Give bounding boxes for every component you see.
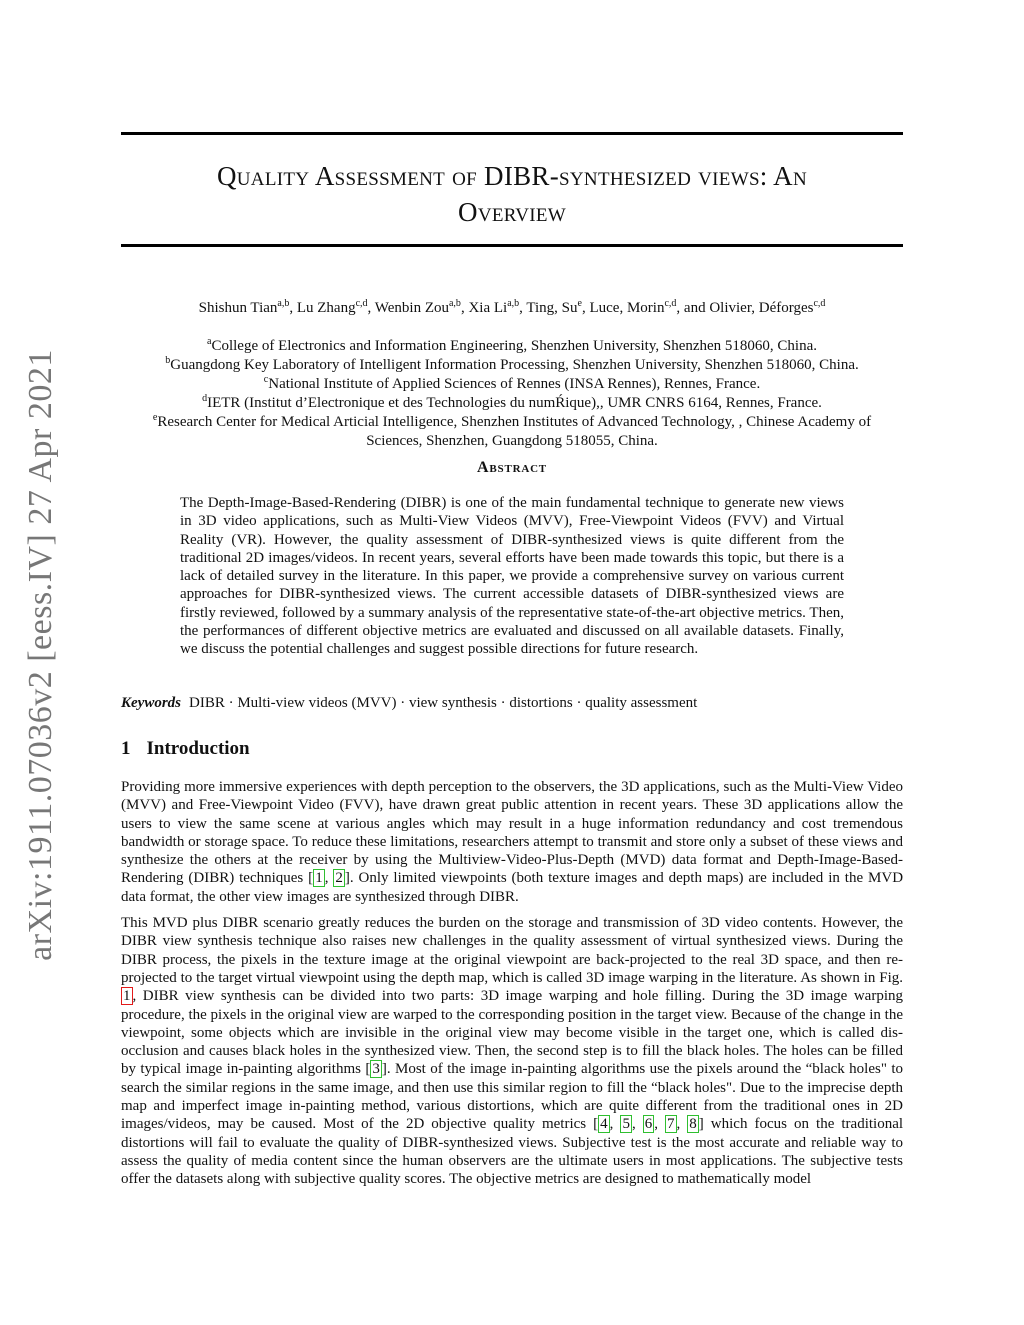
keywords-label: Keywords xyxy=(121,695,181,711)
affiliation: $^e$Research Center for Medical Articial Intelligence, Shenzhen Institutes of Advanced Technology, , Chinese Academy of Sciences, Shenzhen, Guangdong 518055, China. xyxy=(152,412,872,449)
figure-link[interactable]: 1 xyxy=(123,988,131,1005)
author: Luce, Morin$^{c,d}$, and xyxy=(589,298,710,316)
affiliations xyxy=(121,337,903,451)
paper-title xyxy=(121,158,903,230)
keywords xyxy=(121,695,903,712)
section-heading xyxy=(121,738,250,760)
arxiv-watermark xyxy=(16,350,66,960)
abstract-text: The Depth-Image-Based-Rendering (DIBR) is one of the main fundamental technique to generate new views in 3D video applications, such as Multi-View Videos (MVV), Free-Viewpoint Videos (FVV) and Virtual Reality (VR). However, the quality assessment of DIBR-synthesized views is quite different from the traditional 2D images/videos. In recent years, several efforts have been made towards this topic, but there is a lack of detailed survey in the literature. In this paper, we provide a comprehensive survey on various current approaches for DIBR-synthesized views. The current accessible datasets of DIBR-synthesized views are firstly reviewed, followed by a summary analysis of the representative state-of-the-art objective metrics. Then, the performances of different objective metrics are evaluated and discussed on all available datasets. Finally, we discuss the potential challenges and suggest possible directions for future research. xyxy=(180,495,844,658)
author: Xia Li$^{a,b}$, xyxy=(468,298,527,316)
affiliation: $^a$College of Electronics and Information Engineering, Shenzhen University, Shenzhen 518060, China. xyxy=(207,336,817,354)
keywords-list: DIBR · Multi-view videos (MVV) · view synthesis · distortions · quality assessment xyxy=(189,695,698,711)
abstract-heading: Abstract xyxy=(477,459,547,476)
affiliation: $^b$Guangdong Key Laboratory of Intelligent Information Processing, Shenzhen University, Shenzhen 518060, China. xyxy=(165,355,859,373)
body-text xyxy=(121,778,903,1197)
author: Ting, Su$^e$, xyxy=(526,298,590,316)
paragraph: Providing more immersive experiences with depth perception to the observers, the 3D applications, such as the Multi-View Video (MVV) and Free-Viewpoint Video (FVV), have drawn great public attention in recent years. These 3D applications allow the users to view the same scene at various angles which may result in a huge information redundancy and cost tremendous bandwidth or storage space. To reduce these limitations, researchers attempt to transmit and store only a subset of these views and synthesize the others at the receiver by using the Multiview-Video-Plus-Depth (MVD) data format and Depth-Image-Based-Rendering (DIBR) techniques [ 1 , 2 ]. Only limited viewpoints (both texture images and depth maps) are included in the MVD data format, the other view images are synthesized through DIBR. xyxy=(121,779,904,905)
citation-link[interactable]: 4 xyxy=(600,1116,608,1133)
citation-link[interactable]: 7 xyxy=(667,1116,675,1133)
section-title: Introduction xyxy=(146,738,250,759)
citation-link[interactable]: 1 xyxy=(315,870,323,887)
citation-link[interactable]: 8 xyxy=(689,1116,697,1133)
citation-link[interactable]: 2 xyxy=(335,870,343,887)
author: Shishun Tian$^{a,b}$, xyxy=(198,298,297,316)
author-list xyxy=(121,300,903,317)
title-line-2: Overview xyxy=(458,197,566,227)
author: Olivier, Déforges$^{c,d}$ xyxy=(709,298,826,316)
affiliation: $^c$National Institute of Applied Sciences of Rennes (INSA Rennes), Rennes, France. xyxy=(263,374,761,392)
title-line-1: Quality Assessment of DIBR-synthesized views: An xyxy=(216,161,807,191)
author: Wenbin Zou$^{a,b}$, xyxy=(374,298,469,316)
arxiv-id: arXiv:1911.07036v2 [eess.IV] 27 Apr 2021 xyxy=(22,349,60,961)
title-rule-bottom xyxy=(121,244,903,247)
citation-link[interactable]: 3 xyxy=(372,1061,380,1078)
citation-link[interactable]: 5 xyxy=(622,1116,630,1133)
citation-link[interactable]: 6 xyxy=(644,1116,653,1133)
paragraph: This MVD plus DIBR scenario greatly reduces the burden on the storage and transmission of 3D video contents. However, the DIBR view synthesis technique also raises new challenges in the quality assessment of virtual synthesized views. During the DIBR process, the pixels in the texture image at the original viewpoint are back-projected to the real 3D space, and then re-projected to the target virtual viewpoint using the depth map, which is called 3D image warping in the literature. As shown in Fig. 1 , DIBR view synthesis can be divided into two parts: 3D image warping and hole filling. During the 3D image warping procedure, the pixels in the original view are warped to the corresponding position in the target view. Because of the change in the viewpoint, some objects which are invisible in the original view may become visible in the target one, which is called dis-occlusion and causes black holes in the synthesized view. Then, the second step is to fill the black holes. The holes can be filled by typical image in-painting algorithms [ 3 ]. Most of the image in-painting algorithms use the pixels around the “black holes" to search the similar regions in the same image, and then use this similar region to fill the “black holes". Due to the imprecise depth map and imperfect image in-painting method, various distortions, which are quite different from the traditional ones in 2D images/videos, may be caused. Most of the 2D objective quality metrics [ 4 , 5 , 6 , 7 , 8 ] which focus on the traditional distortions will fail to evaluate the quality of DIBR-synthesized views. Subjective test is the most accurate and reliable way to assess the quality of media content since the human observers are the ultimate users in most applications. The subjective tests offer the datasets along with subjective quality scores. The objective metrics are designed to mathematically model xyxy=(121,915,904,1188)
affiliation: $^d$IETR (Institut d’Electronique et des Technologies du numŔique),, UMR CNRS 6164, Rennes, France. xyxy=(202,393,822,411)
title-rule-top xyxy=(121,132,903,135)
section-number: 1 xyxy=(121,738,131,759)
author: Lu Zhang$^{c,d}$, xyxy=(296,298,375,316)
